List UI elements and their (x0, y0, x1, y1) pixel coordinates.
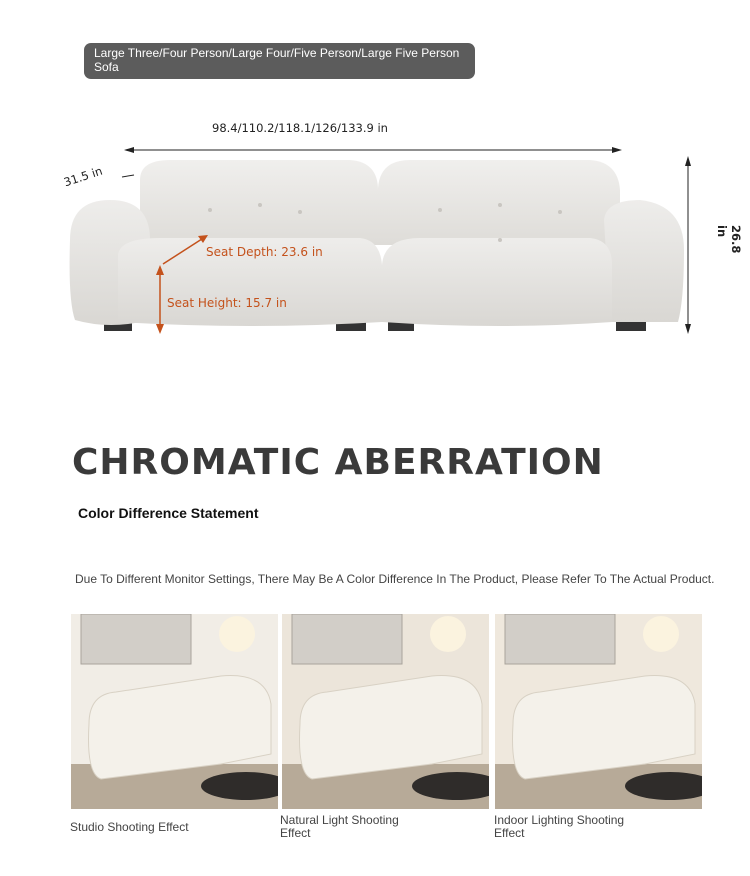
natural-light-photo (282, 614, 489, 809)
room-scene-image (282, 614, 489, 809)
size-option-text: Large Three/Four Person/Large Four/Five Person/Large Five Person Sofa (94, 46, 460, 74)
indoor-lighting-photo (495, 614, 702, 809)
depth-dimension-label: 31.5 in (62, 163, 105, 190)
seat-depth-label: Seat Depth: 23.6 in (206, 245, 323, 259)
natural-light-caption: Natural Light Shooting Effect (280, 813, 399, 840)
section-subheading: Color Difference Statement (78, 505, 259, 521)
height-dimension-label: 26.8 in (715, 225, 743, 254)
section-heading: CHROMATIC ABERRATION (72, 442, 604, 483)
room-scene-image (495, 614, 702, 809)
size-option-badge (84, 43, 475, 79)
color-statement: Due To Different Monitor Settings, There May Be A Color Difference In The Product, Please Refer To The Actual Product. (75, 572, 715, 586)
seat-height-label: Seat Height: 15.7 in (167, 296, 287, 310)
room-scene-image (71, 614, 278, 809)
sofa-dimension-illustration (0, 100, 750, 350)
indoor-lighting-caption: Indoor Lighting Shooting Effect (494, 813, 625, 840)
studio-photo (71, 614, 278, 809)
studio-caption: Studio Shooting Effect (70, 820, 189, 834)
width-dimension-label: 98.4/110.2/118.1/126/133.9 in (212, 121, 388, 135)
